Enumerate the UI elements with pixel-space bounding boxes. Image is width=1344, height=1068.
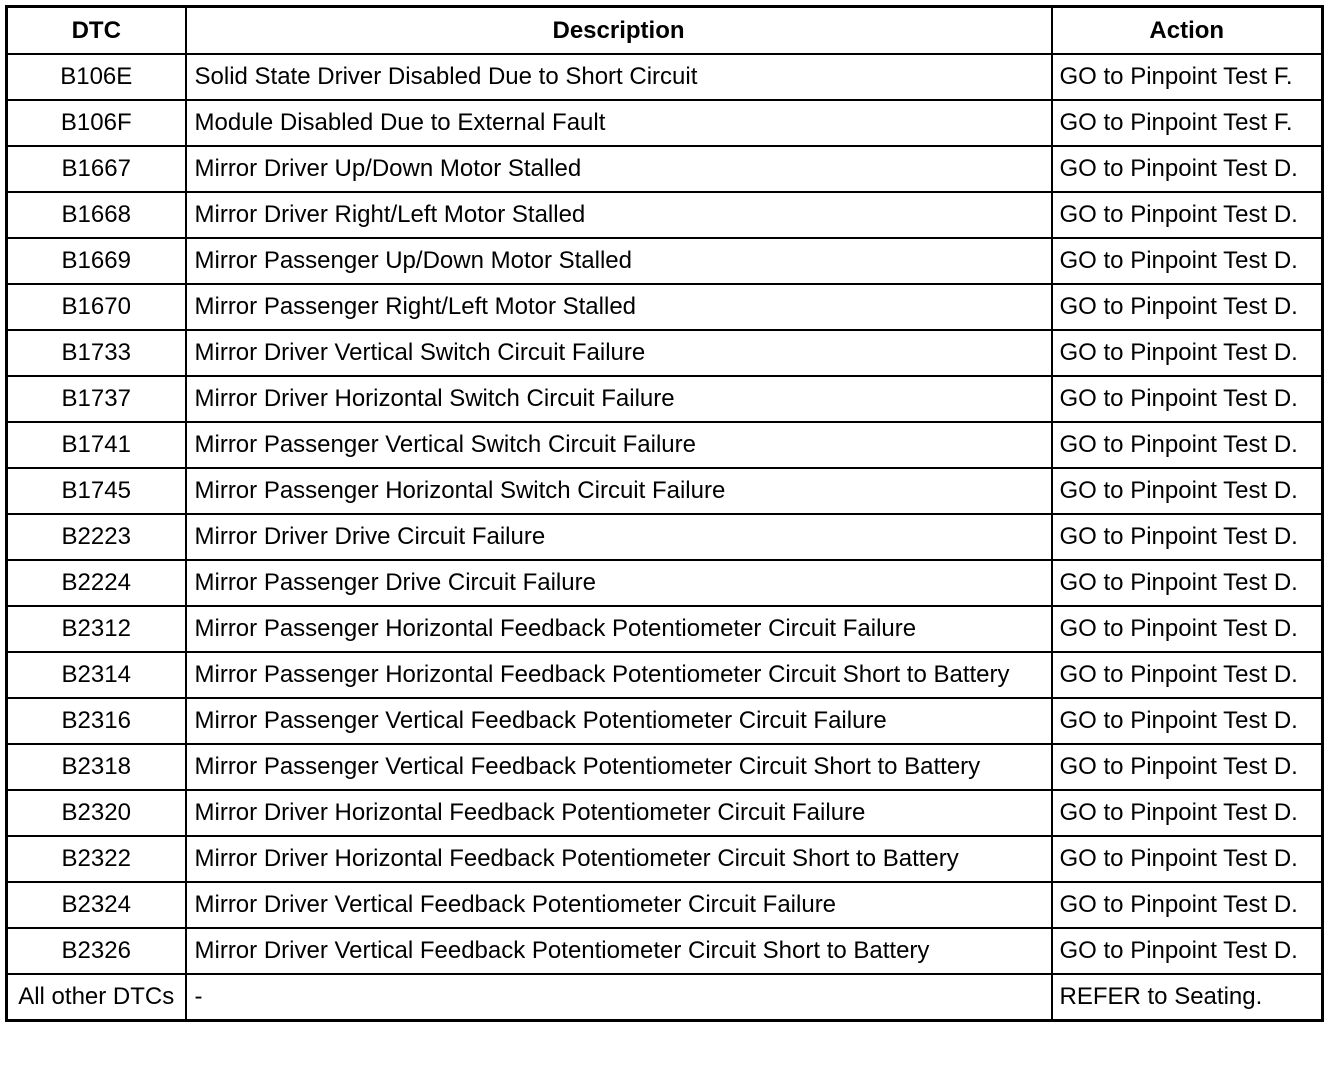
table-row — [7, 744, 1323, 790]
dtc-description: Mirror Driver Horizontal Feedback Potentiometer Circuit Failure — [186, 790, 1052, 836]
dtc-description: Mirror Driver Right/Left Motor Stalled — [186, 192, 1052, 238]
dtc-description: Mirror Passenger Horizontal Feedback Potentiometer Circuit Short to Battery — [186, 652, 1052, 698]
dtc-code: B2324 — [7, 882, 186, 928]
dtc-action: REFER to Seating. — [1052, 974, 1323, 1021]
dtc-description: Mirror Driver Up/Down Motor Stalled — [186, 146, 1052, 192]
dtc-description: Mirror Driver Drive Circuit Failure — [186, 514, 1052, 560]
dtc-action: GO to Pinpoint Test D. — [1052, 928, 1323, 974]
dtc-action: GO to Pinpoint Test D. — [1052, 836, 1323, 882]
dtc-action: GO to Pinpoint Test D. — [1052, 652, 1323, 698]
dtc-description: Mirror Passenger Vertical Switch Circuit Failure — [186, 422, 1052, 468]
dtc-code: B2312 — [7, 606, 186, 652]
table-row — [7, 882, 1323, 928]
dtc-description: Mirror Passenger Horizontal Switch Circuit Failure — [186, 468, 1052, 514]
dtc-code: B2314 — [7, 652, 186, 698]
table-row — [7, 652, 1323, 698]
dtc-code: B1733 — [7, 330, 186, 376]
dtc-code: B2322 — [7, 836, 186, 882]
table-row — [7, 284, 1323, 330]
table-row — [7, 974, 1323, 1021]
table-row — [7, 330, 1323, 376]
dtc-code: B1741 — [7, 422, 186, 468]
dtc-code: B2326 — [7, 928, 186, 974]
dtc-description: Mirror Driver Horizontal Switch Circuit Failure — [186, 376, 1052, 422]
table-row — [7, 468, 1323, 514]
dtc-action: GO to Pinpoint Test D. — [1052, 882, 1323, 928]
dtc-description: Mirror Passenger Right/Left Motor Stalled — [186, 284, 1052, 330]
dtc-description: Module Disabled Due to External Fault — [186, 100, 1052, 146]
dtc-code: B2316 — [7, 698, 186, 744]
dtc-code: B106F — [7, 100, 186, 146]
table-row — [7, 238, 1323, 284]
dtc-code: B1668 — [7, 192, 186, 238]
table-row — [7, 422, 1323, 468]
dtc-action: GO to Pinpoint Test D. — [1052, 514, 1323, 560]
table-row — [7, 790, 1323, 836]
dtc-table — [5, 5, 1324, 1022]
table-row — [7, 928, 1323, 974]
dtc-code: B1670 — [7, 284, 186, 330]
dtc-code: B106E — [7, 54, 186, 100]
dtc-action: GO to Pinpoint Test D. — [1052, 606, 1323, 652]
dtc-action: GO to Pinpoint Test D. — [1052, 238, 1323, 284]
dtc-description: - — [186, 974, 1052, 1021]
header-dtc: DTC — [7, 7, 186, 55]
dtc-code: B2320 — [7, 790, 186, 836]
header-action: Action — [1052, 7, 1323, 55]
header-row — [7, 7, 1323, 55]
table-body — [7, 54, 1323, 1021]
dtc-action: GO to Pinpoint Test D. — [1052, 698, 1323, 744]
dtc-action: GO to Pinpoint Test D. — [1052, 422, 1323, 468]
dtc-code: B2318 — [7, 744, 186, 790]
dtc-code: B2224 — [7, 560, 186, 606]
dtc-description: Mirror Passenger Up/Down Motor Stalled — [186, 238, 1052, 284]
table-row — [7, 606, 1323, 652]
table-row — [7, 192, 1323, 238]
dtc-description: Mirror Driver Horizontal Feedback Potentiometer Circuit Short to Battery — [186, 836, 1052, 882]
table-row — [7, 54, 1323, 100]
dtc-code: B1667 — [7, 146, 186, 192]
dtc-description: Mirror Passenger Vertical Feedback Potentiometer Circuit Failure — [186, 698, 1052, 744]
table-row — [7, 698, 1323, 744]
dtc-action: GO to Pinpoint Test D. — [1052, 330, 1323, 376]
dtc-action: GO to Pinpoint Test F. — [1052, 54, 1323, 100]
dtc-action: GO to Pinpoint Test D. — [1052, 146, 1323, 192]
dtc-action: GO to Pinpoint Test D. — [1052, 744, 1323, 790]
dtc-description: Solid State Driver Disabled Due to Short Circuit — [186, 54, 1052, 100]
table-row — [7, 514, 1323, 560]
dtc-code: All other DTCs — [7, 974, 186, 1021]
header-description: Description — [186, 7, 1052, 55]
dtc-description: Mirror Driver Vertical Switch Circuit Failure — [186, 330, 1052, 376]
dtc-action: GO to Pinpoint Test D. — [1052, 376, 1323, 422]
table-row — [7, 100, 1323, 146]
dtc-code: B1737 — [7, 376, 186, 422]
dtc-code: B1669 — [7, 238, 186, 284]
dtc-action: GO to Pinpoint Test F. — [1052, 100, 1323, 146]
table-row — [7, 836, 1323, 882]
dtc-action: GO to Pinpoint Test D. — [1052, 192, 1323, 238]
table-row — [7, 376, 1323, 422]
dtc-description: Mirror Driver Vertical Feedback Potentiometer Circuit Failure — [186, 882, 1052, 928]
dtc-description: Mirror Passenger Vertical Feedback Potentiometer Circuit Short to Battery — [186, 744, 1052, 790]
dtc-action: GO to Pinpoint Test D. — [1052, 468, 1323, 514]
dtc-description: Mirror Passenger Drive Circuit Failure — [186, 560, 1052, 606]
dtc-description: Mirror Driver Vertical Feedback Potentiometer Circuit Short to Battery — [186, 928, 1052, 974]
table-header — [7, 7, 1323, 55]
table-row — [7, 146, 1323, 192]
dtc-action: GO to Pinpoint Test D. — [1052, 790, 1323, 836]
table-row — [7, 560, 1323, 606]
dtc-action: GO to Pinpoint Test D. — [1052, 284, 1323, 330]
dtc-code: B1745 — [7, 468, 186, 514]
dtc-description: Mirror Passenger Horizontal Feedback Potentiometer Circuit Failure — [186, 606, 1052, 652]
dtc-code: B2223 — [7, 514, 186, 560]
dtc-action: GO to Pinpoint Test D. — [1052, 560, 1323, 606]
